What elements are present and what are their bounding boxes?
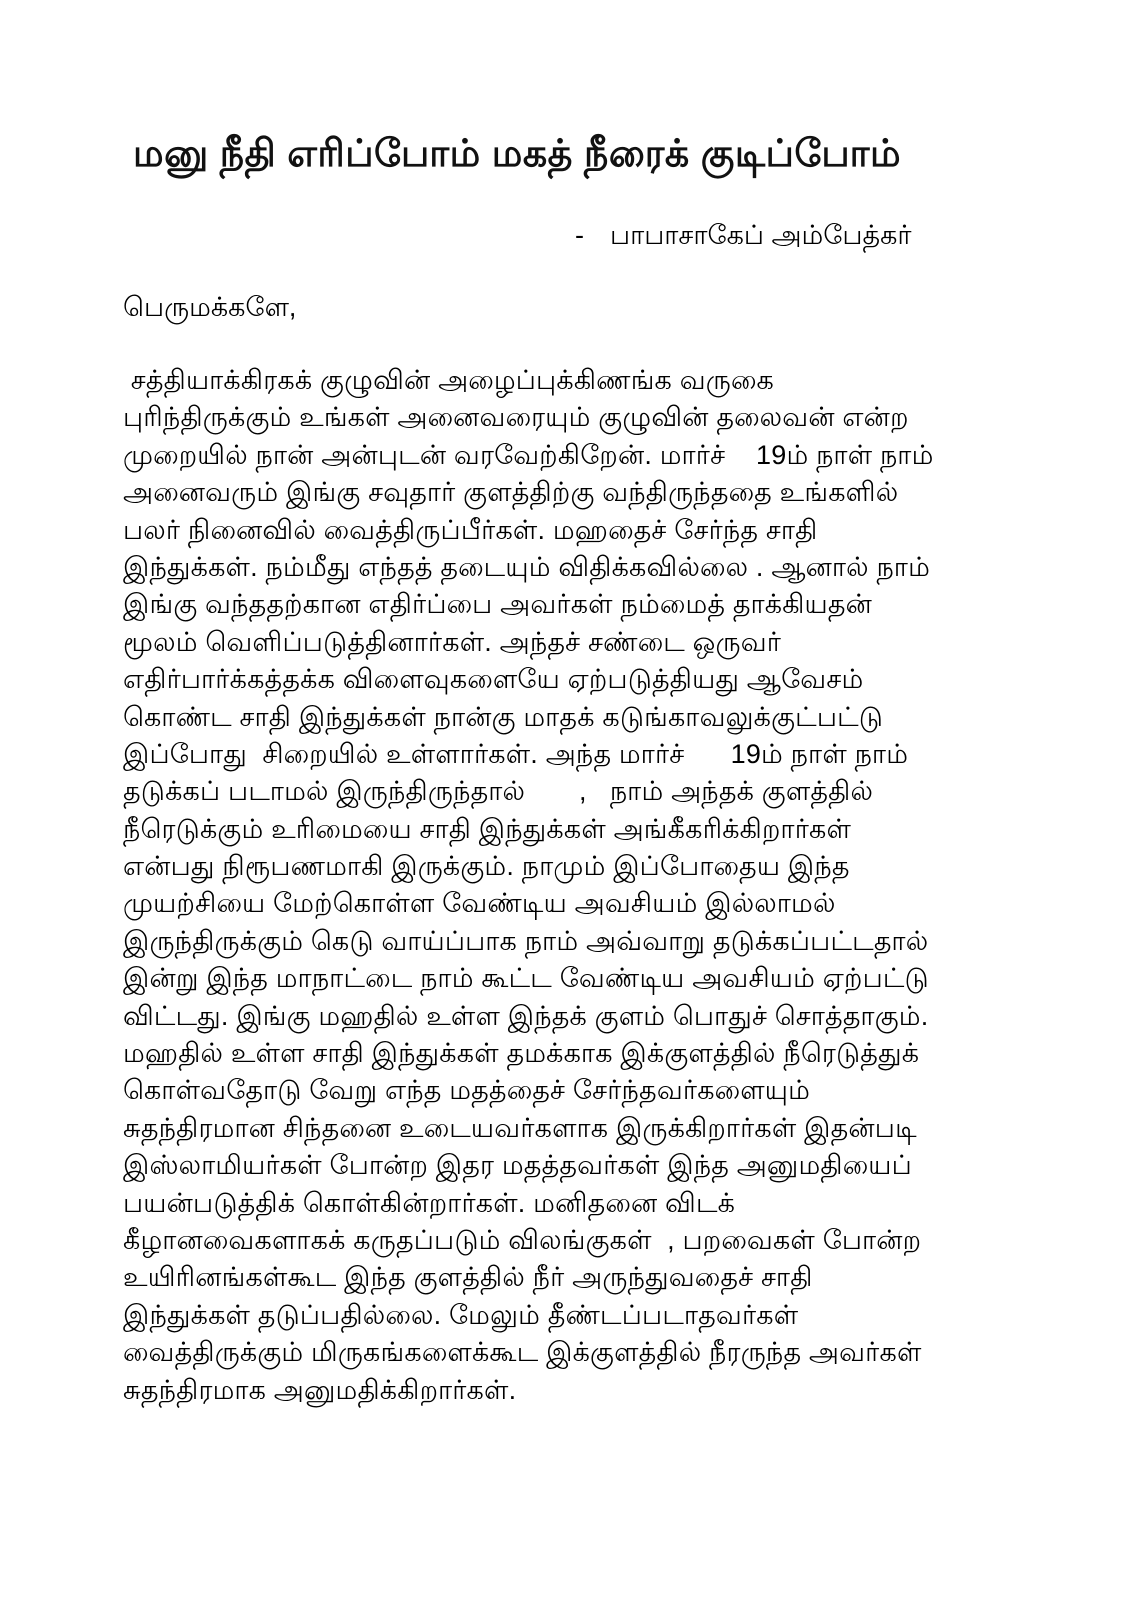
body-line: சத்தியாக்கிரகக் குழுவின் அழைப்புக்கிணங்க வருகை [123, 365, 775, 395]
body-line: பயன்படுத்திக் கொள்கின்றார்கள். மனிதனை விடக் [123, 1187, 736, 1218]
body-line: இருந்திருக்கும் கெடு வாய்ப்பாக நாம் அவ்வாறு தடுக்கப்பட்டதால் [123, 925, 929, 956]
attribution-dash: - [575, 220, 584, 250]
salutation: பெருமக்களே, [123, 292, 297, 322]
body-line: கொள்வதோடு வேறு எந்த மதத்தைச் சேர்ந்தவர்களையும் [123, 1075, 811, 1106]
body-paragraph [123, 362, 1023, 1409]
body-line: எதிர்பார்க்கத்தக்க விளைவுகளையே ஏற்படுத்தியது ஆவேசம் [123, 664, 864, 695]
page-title: மனு நீதி எரிப்போம் மகத் நீரைக் குடிப்போம் [133, 133, 902, 175]
body-line: இந்துக்கள் தடுப்பதில்லை. மேலும் தீண்டப்படாதவர்கள் [123, 1299, 799, 1330]
body-line: இங்கு வந்ததற்கான எதிர்ப்பை அவர்கள் நம்மைத் தாக்கியதன் [123, 589, 873, 620]
body-line: கீழானவைகளாகக் கருதப்படும் விலங்குகள் , பறவைகள் போன்ற [123, 1224, 922, 1255]
body-line: இப்போது சிறையில் உள்ளார்கள். அந்த மார்ச் 19ம் நாள் நாம் [123, 738, 909, 769]
body-line: என்பது நிரூபணமாகி இருக்கும். நாமும் இப்போதைய இந்த [123, 851, 850, 882]
body-line: முறையில் நான் அன்புடன் வரவேற்கிறேன். மார்ச் 19ம் நாள் நாம் [123, 439, 934, 470]
body-line: தடுக்கப் படாமல் இருந்திருந்தால் , நாம் அந்தக் குளத்தில் [123, 776, 874, 807]
body-line: கொண்ட சாதி இந்துக்கள் நான்கு மாதக் கடுங்காவலுக்குட்பட்டு [123, 701, 884, 732]
body-line: நீரெடுக்கும் உரிமையை சாதி இந்துக்கள் அங்கீகரிக்கிறார்கள் [123, 813, 852, 844]
body-line: முயற்சியை மேற்கொள்ள வேண்டிய அவசியம் இல்லாமல் [123, 888, 836, 919]
body-line: உயிரினங்கள்கூட இந்த குளத்தில் நீர் அருந்துவதைச் சாதி [123, 1262, 813, 1293]
body-line: மூலம் வெளிப்படுத்தினார்கள். அந்தச் சண்டை ஒருவர் [123, 626, 782, 657]
body-line: வைத்திருக்கும் மிருகங்களைக்கூட இக்குளத்தில் நீரருந்த அவர்கள் [123, 1337, 922, 1368]
body-line: இந்துக்கள். நம்மீது எந்தத் தடையும் விதிக்கவில்லை . ஆனால் நாம் [123, 551, 931, 582]
body-line: சுதந்திரமாக அனுமதிக்கிறார்கள். [123, 1374, 517, 1405]
body-line: இன்று இந்த மாநாட்டை நாம் கூட்ட வேண்டிய அவசியம் ஏற்பட்டு [123, 963, 929, 994]
body-line: மஹதில் உள்ள சாதி இந்துக்கள் தமக்காக இக்குளத்தில் நீரெடுத்துக் [123, 1038, 920, 1069]
author-attribution [575, 220, 911, 255]
body-line: விட்டது. இங்கு மஹதில் உள்ள இந்தக் குளம் பொதுச் சொத்தாகும். [123, 1000, 929, 1031]
body-line: இஸ்லாமியர்கள் போன்ற இதர மதத்தவர்கள் இந்த அனுமதியைப் [123, 1150, 912, 1181]
body-line: சுதந்திரமான சிந்தனை உடையவர்களாக இருக்கிறார்கள் இதன்படி [123, 1112, 917, 1143]
body-line: புரிந்திருக்கும் உங்கள் அனைவரையும் குழுவின் தலைவன் என்ற [123, 402, 909, 433]
attribution-author-name: பாபாசாகேப் அம்பேத்கர் [610, 220, 912, 250]
body-line: பலர் நினைவில் வைத்திருப்பீர்கள். மஹதைச் சேர்ந்த சாதி [123, 514, 818, 545]
body-line: அனைவரும் இங்கு சவுதார் குளத்திற்கு வந்திருந்ததை உங்களில் [123, 477, 899, 508]
